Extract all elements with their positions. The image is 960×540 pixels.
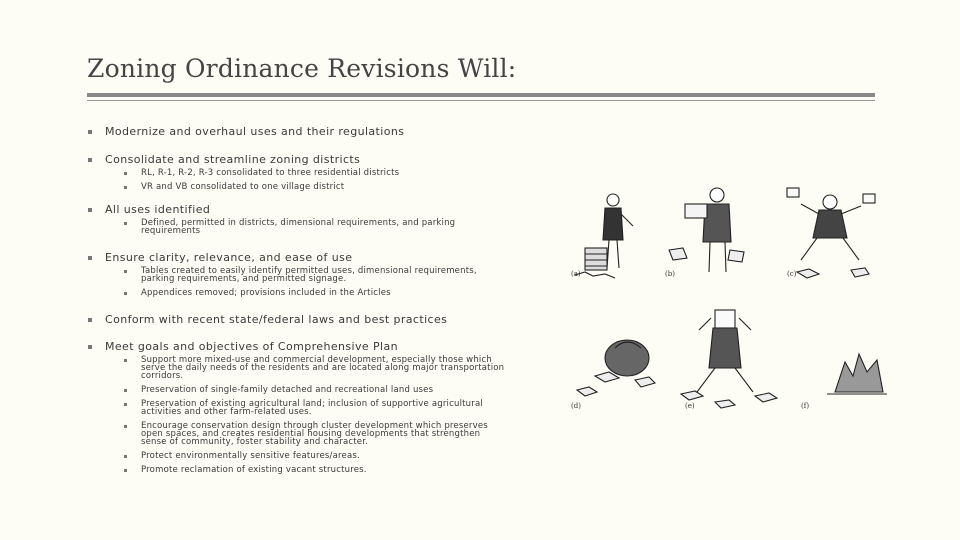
bullet-modernize: Modernize and overhaul uses and their regulations xyxy=(87,125,527,139)
subitem: Preservation of single-family detached and recreational land uses xyxy=(123,386,508,394)
cartoon-panel-c xyxy=(787,188,875,278)
sublist-consolidate xyxy=(123,169,527,191)
cartoon-panel-f xyxy=(827,354,887,394)
subitem: VR and VB consolidated to one village district xyxy=(123,183,527,191)
cartoon-illustration xyxy=(565,180,905,418)
cartoon-panel-b xyxy=(669,188,744,272)
panel-label-e: (e) xyxy=(685,402,695,410)
subitem: Support more mixed-use and commercial development, especially those which serve the daily needs of the residents and are located along major transportation corridors. xyxy=(123,356,508,380)
subitem: RL, R-1, R-2, R-3 consolidated to three residential districts xyxy=(123,169,527,177)
bullet-conform: Conform with recent state/federal laws and best practices xyxy=(87,313,527,327)
panel-label-a: (a) xyxy=(571,270,581,278)
subitem: Protect environmentally sensitive features/areas. xyxy=(123,452,508,460)
subitem: Tables created to easily identify permitted uses, dimensional requirements, parking requirements, and permitted signage. xyxy=(123,267,503,283)
bullet-comprehensive-plan: Meet goals and objectives of Comprehensive Plan xyxy=(87,340,527,354)
title-divider-thick xyxy=(87,93,875,97)
subitem: Promote reclamation of existing vacant structures. xyxy=(123,466,508,474)
cartoon-panel-d xyxy=(577,340,655,396)
subitem: Appendices removed; provisions included in the Articles xyxy=(123,289,503,297)
panel-label-f: (f) xyxy=(801,402,810,410)
panel-label-c: (c) xyxy=(787,270,797,278)
title-divider-thin xyxy=(87,100,875,101)
sublist-clarity xyxy=(123,267,503,297)
cartoon-panel-a xyxy=(575,194,633,278)
subitem: Preservation of existing agricultural land; inclusion of supportive agricultural activities and other farm-related uses. xyxy=(123,400,508,416)
cartoon-panel-e xyxy=(681,310,777,408)
slide-title: Zoning Ordinance Revisions Will: xyxy=(87,54,517,83)
bullet-all-uses: All uses identified xyxy=(87,203,527,217)
bullet-list xyxy=(87,124,527,480)
panel-label-b: (b) xyxy=(665,270,675,278)
sublist-all-uses xyxy=(123,219,478,235)
bullet-consolidate: Consolidate and streamline zoning districts xyxy=(87,153,527,167)
panel-label-d: (d) xyxy=(571,402,581,410)
bullet-clarity: Ensure clarity, relevance, and ease of use xyxy=(87,251,527,265)
sublist-comprehensive-plan xyxy=(123,356,508,474)
subitem: Defined, permitted in districts, dimensional requirements, and parking requirements xyxy=(123,219,478,235)
subitem: Encourage conservation design through cluster development which preserves open spaces, and creates residential housing developments that strengthen sense of community, foster stability and character. xyxy=(123,422,508,446)
